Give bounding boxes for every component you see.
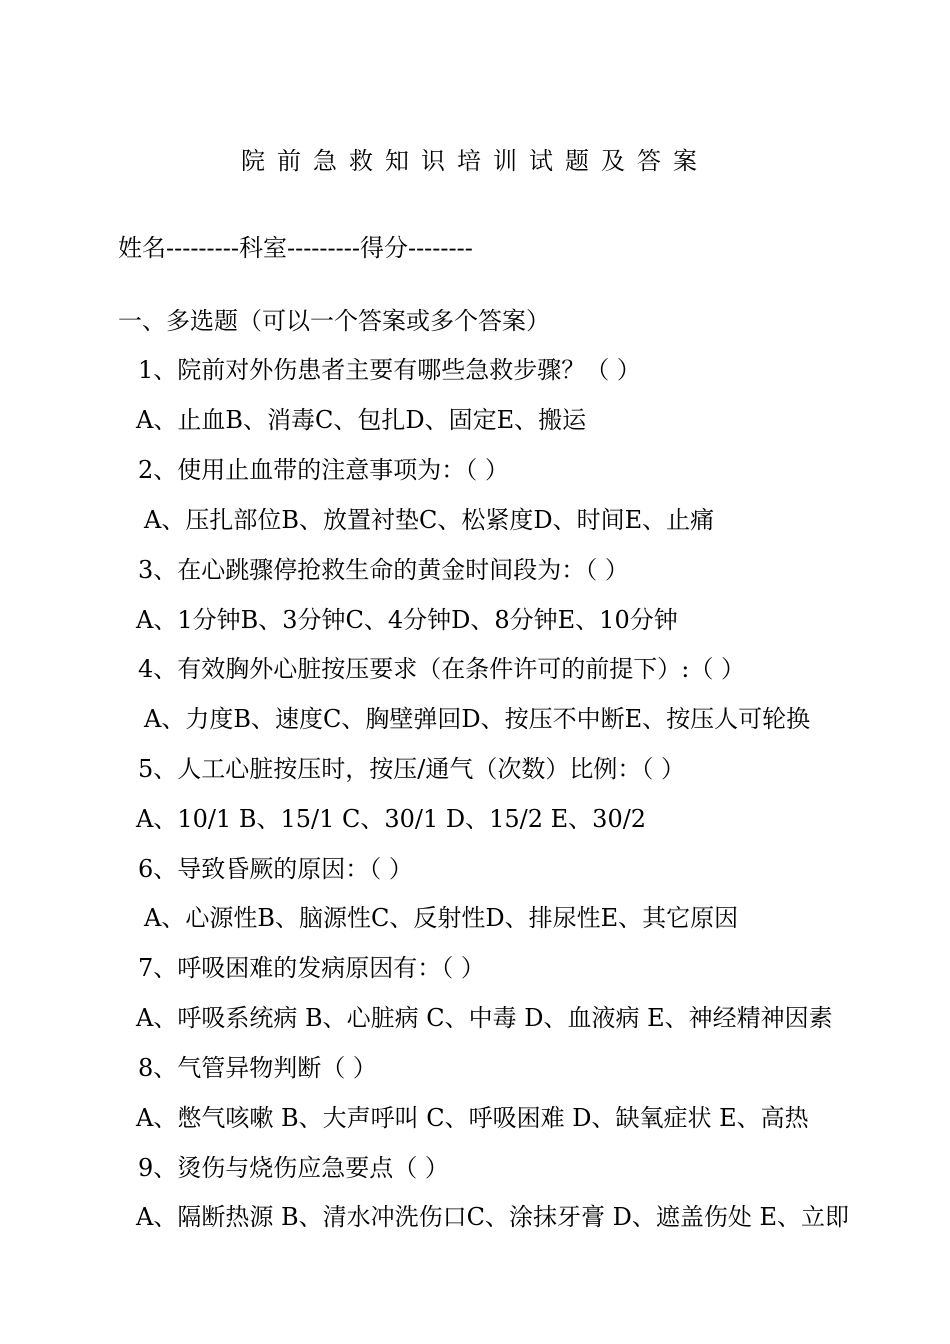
question-stem: 5、人工心脏按压时，按压/通气（次数）比例：（ ）	[138, 755, 685, 783]
question-options: A、止血B、消毒C、包扎D、固定E、搬运	[136, 406, 587, 434]
question-stem: 9、烫伤与烧伤应急要点（ ）	[138, 1154, 449, 1182]
question-options: A、力度B、速度C、胸壁弹回D、按压不中断E、按压人可轮换	[144, 705, 811, 733]
document-title: 院前急救知识培训试题及答案	[241, 147, 709, 175]
question-stem: 8、气管异物判断（ ）	[138, 1054, 377, 1082]
question-options: A、10/1 B、15/1 C、30/1 D、15/2 E、30/2	[136, 805, 647, 833]
question-stem: 1、院前对外伤患者主要有哪些急救步骤？（ ）	[138, 356, 641, 384]
question-options: A、压扎部位B、放置衬垫C、松紧度D、时间E、止痛	[144, 506, 715, 534]
question-options: A、隔断热源 B、清水冲洗伤口C、涂抹牙膏 D、遮盖伤处 E、立即	[136, 1203, 849, 1231]
question-options: A、呼吸系统病 B、心脏病 C、中毒 D、血液病 E、神经精神因素	[136, 1004, 833, 1032]
question-stem: 4、有效胸外心脏按压要求（在条件许可的前提下）:（ ）	[138, 655, 745, 683]
question-stem: 6、导致昏厥的原因：（ ）	[138, 855, 413, 883]
section-heading: 一、多选题（可以一个答案或多个答案）	[118, 307, 550, 335]
info-line: 姓名---------科室---------得分--------	[118, 234, 473, 262]
question-stem: 2、使用止血带的注意事项为：（ ）	[138, 456, 509, 484]
question-options: A、1分钟B、3分钟C、4分钟D、8分钟E、10分钟	[136, 606, 678, 634]
question-options: A、心源性B、脑源性C、反射性D、排尿性E、其它原因	[144, 904, 739, 932]
question-stem: 7、呼吸困难的发病原因有：（ ）	[138, 954, 485, 982]
question-options: A、憋气咳嗽 B、大声呼叫 C、呼吸困难 D、缺氧症状 E、高热	[136, 1104, 809, 1132]
question-stem: 3、在心跳骤停抢救生命的黄金时间段为：（ ）	[138, 556, 629, 584]
